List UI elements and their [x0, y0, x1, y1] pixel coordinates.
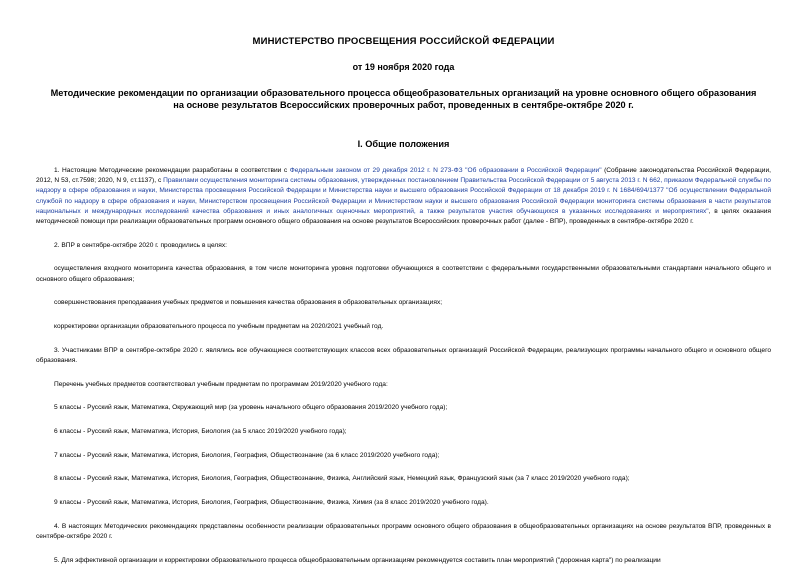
paragraph-1-text-b: (Собрание законодательства Российской Федерации, 2012, N 53, ст.7598; 2020, N 9, ст.1137), с	[36, 167, 771, 185]
paragraph-13: 4. В настоящих Методических рекомендациях представлены особенности реализации образовательных программ основного общего образования в общеобразовательных организациях на основе результатов ВПР, проведенных в сентябре-октябре 2020 г.	[36, 522, 771, 541]
ministry-heading: МИНИСТЕРСТВО ПРОСВЕЩЕНИЯ РОССИЙСКОЙ ФЕДЕРАЦИИ	[252, 36, 555, 47]
paragraph-14: 5. Для эффективной организации и корректировки образовательного процесса общеобразовательным организациям рекомендуется составить план мероприятий ("дорожная карта") по реализации	[54, 556, 661, 564]
paragraph-12: 9 классы - Русский язык, Математика, История, Биология, География, Обществознание, Физика, Химия (за 8 класс 2019/2020 учебного года).	[54, 499, 489, 507]
paragraph-5: корректировки организации образовательного процесса по учебным предметам на 2020/2021 учебный год.	[54, 323, 384, 331]
paragraph-10: 7 классы - Русский язык, Математика, История, Биология, География, Обществознание (за 6 класс 2019/2020 учебного года);	[54, 451, 440, 459]
document-body	[36, 166, 771, 566]
paragraph-1-text-a: 1. Настоящие Методические рекомендации разработаны в соответствии с	[54, 167, 290, 174]
paragraph-8: 5 классы - Русский язык, Математика, Окружающий мир (за уровень начального общего образования 2019/2020 учебного года);	[54, 404, 448, 412]
paragraph-7: Перечень учебных предметов соответствовал учебным предметам по программам 2019/2020 учебного года:	[54, 380, 388, 388]
paragraph-9: 6 классы - Русский язык, Математика, История, Биология (за 5 класс 2019/2020 учебного года);	[54, 428, 347, 436]
paragraph-6: 3. Участниками ВПР в сентябре-октябре 2020 г. являлись все обучающиеся соответствующих классов всех образовательных организаций Российской Федерации, реализующих программы начального общего и основного общего образования.	[36, 346, 771, 364]
paragraph-1-text-c: , в целях оказания методической помощи при реализации образовательных программ основного общего образования на основе результатов Всероссийских проверочных работ (далее - ВПР), проведенных в сентябре-октябре 2020 г.	[36, 207, 771, 226]
paragraph-1	[36, 166, 771, 227]
federal-law-link[interactable]: Федеральным законом от 29 декабря 2012 г. N 273-ФЗ "Об образовании в Российской Федерации"	[289, 167, 602, 174]
monitoring-rules-link[interactable]: Правилами осуществления мониторинга системы образования, утвержденных постановлением Правительства Российской Федерации от 5 августа 2013 г. N 662, приказом Федеральной службы по надзору в сфере образования и науки, Министерства просвещения Российской Федерации и Министерства науки и высшего образования Российской Федерации от 18 декабря 2019 г. N 1684/694/1377 "Об осуществлении Федеральной службой по надзору в сфере образования и науки, Министерством просвещения Российской Федерации и Министерством науки и высшего образования Российской Федерации мониторинга системы образования в части результатов национальных и международных исследований качества образования и иных аналогичных оценочных мероприятий, а также результатов участия обучающихся в указанных исследованиях и мероприятиях"	[36, 177, 771, 215]
paragraph-2: 2. ВПР в сентябре-октябре 2020 г. проводились в целях:	[54, 241, 227, 249]
section-heading: I. Общие положения	[357, 139, 450, 149]
document-date: от 19 ноября 2020 года	[352, 62, 455, 72]
paragraph-3: осуществления входного мониторинга качества образования, в том числе мониторинга уровня подготовки обучающихся в соответствии с федеральными государственными образовательными стандартами начального общего и основного общего образования;	[36, 265, 771, 283]
paragraph-11: 8 классы - Русский язык, Математика, История, Биология, География, Обществознание, Физика, Английский язык, Немецкий язык, Французский язык (за 7 класс 2019/2020 учебного года);	[54, 475, 630, 483]
paragraph-4: совершенствования преподавания учебных предметов и повышения качества образования в образовательных организациях;	[54, 299, 443, 307]
document-title: Методические рекомендации по организации образовательного процесса общеобразовательных организаций на уровне основного общего образования на основе результатов Всероссийских проверочных работ, проведенных в сентябре-октябре 2020 г.	[50, 88, 757, 110]
